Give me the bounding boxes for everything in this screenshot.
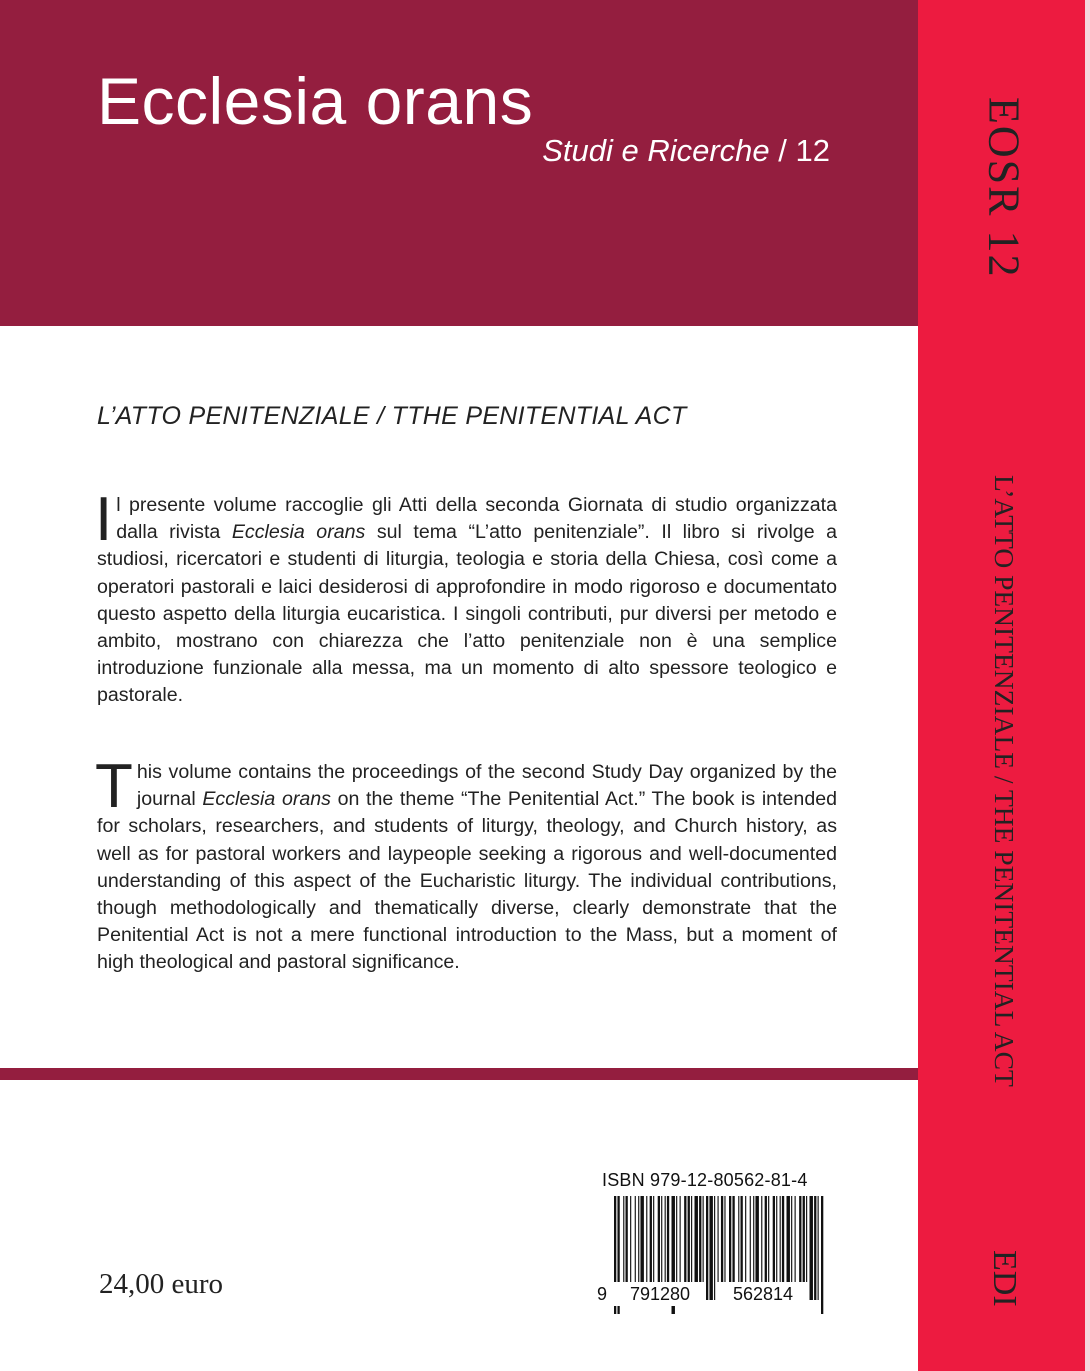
spine-publisher-text: EDI: [986, 1249, 1023, 1307]
spine-title: [918, 433, 1090, 1128]
drop-cap-italian: I: [95, 485, 113, 554]
spine-code-text: EOSR 12: [979, 97, 1029, 279]
series-title: Ecclesia orans: [97, 64, 534, 138]
description-english: [95, 752, 838, 977]
drop-cap-english: T: [95, 752, 133, 821]
series-number: / 12: [778, 133, 830, 168]
spine-publisher: [918, 1240, 1090, 1316]
description-english-text-after: on the theme “The Penitential Act.” The book is intended for scholars, researchers, and students of liturgy, theology, and Church history, as well as for pastoral workers and laypeople seeking a rigorous and well-documented understanding of this aspect of the Eucharistic liturgy. The individual contributions, though methodologically and thematically diverse, clearly demonstrate that the Penitential Act is not a mere functional introduction to the Mass, but a moment of high theological and pastoral significance.: [97, 788, 838, 974]
header-band: [0, 0, 918, 326]
description-italian-text-before: l presente volume raccoglie gli Atti della seconda Giornata di studio organizzata dalla rivista: [116, 494, 837, 544]
barcode-first-digit: 9: [596, 1284, 607, 1304]
book-title: L’ATTO PENITENZIALE / TTHE PENITENTIAL ACT: [97, 402, 687, 430]
series-subtitle: Studi e Ricerche: [542, 133, 770, 168]
divider-band: [0, 1068, 918, 1080]
spine: [918, 0, 1090, 1371]
description-italian: [95, 485, 837, 710]
spine-edge: [1085, 0, 1090, 1371]
barcode-right-digits: 562814: [717, 1282, 809, 1306]
description-english-text-before: his volume contains the proceedings of the second Study Day organized by the journal: [136, 761, 837, 811]
barcode-left-digits: 791280: [614, 1282, 706, 1306]
spine-code: [918, 58, 1090, 318]
description-italian-journal-name: Ecclesia orans: [231, 521, 366, 544]
price: 24,00 euro: [99, 1268, 224, 1300]
spine-title-text: L’ATTO PENITENZIALE / THE PENITENTIAL ACT: [989, 474, 1020, 1087]
series-subtitle-line: [542, 133, 830, 169]
description-italian-text-after: sul tema “L’atto penitenziale”. Il libro si rivolge a studiosi, ricercatori e studenti di liturgia, teologia e storia della Chiesa, così come a operatori pastorali e laici desiderosi di approfondire in modo rigoroso e documentato questo aspetto della liturgia eucaristica. I singoli contributi, pur diversi per metodo e ambito, mostrano con chiarezza che l’atto penitenziale non è una semplice introduzione funzionale alla messa, ma un momento di alto spessore teologico e pastorale.: [97, 521, 837, 707]
description-english-journal-name: Ecclesia orans: [202, 788, 331, 811]
isbn-label: ISBN 979-12-80562-81-4: [602, 1170, 808, 1190]
